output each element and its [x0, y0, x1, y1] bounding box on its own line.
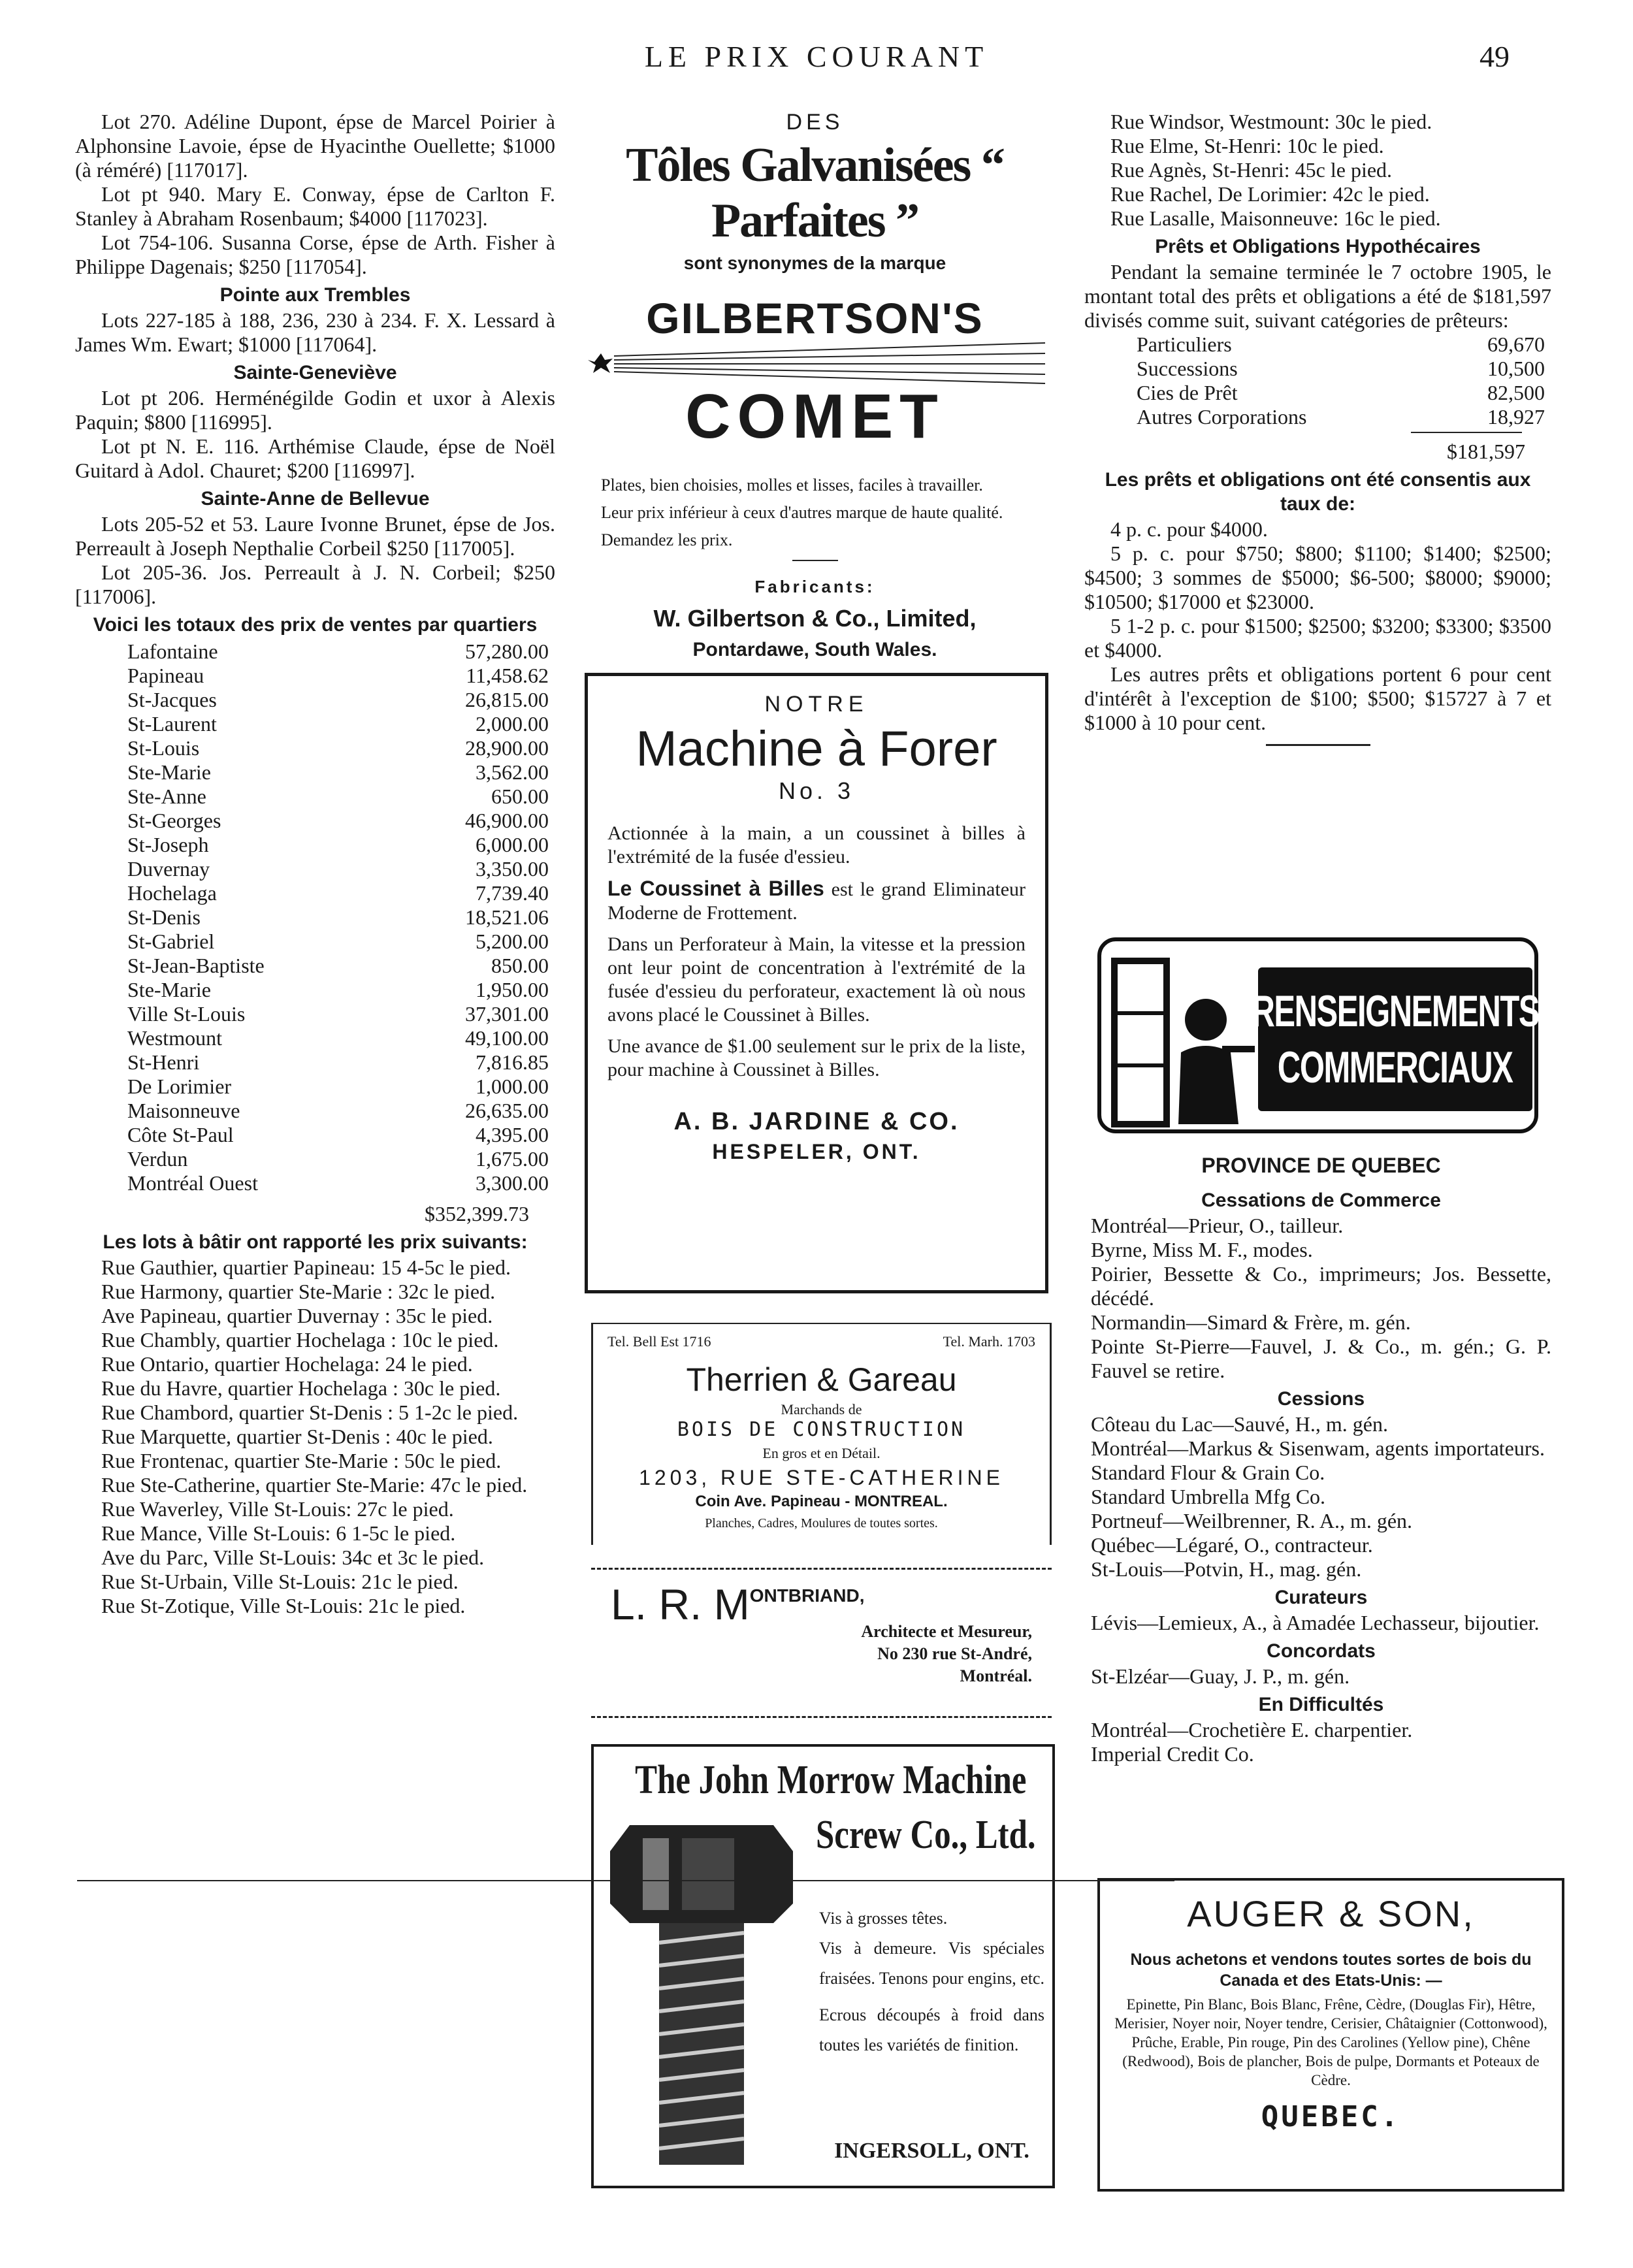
machine-company: A. B. JARDINE & CO.	[673, 1108, 960, 1135]
prets-heading: Prêts et Obligations Hypothécaires	[1155, 236, 1481, 257]
page-header-title: LE PRIX COURANT	[644, 40, 989, 73]
auger-city: QUEBEC.	[1261, 2100, 1401, 2133]
morrow-title-2: Screw Co., Ltd.	[816, 1813, 1036, 1857]
totals-row	[75, 809, 555, 833]
totals-row	[75, 978, 555, 1002]
lot-price-entry: Rue Waverley, Ville St-Louis: 27c le pied.	[101, 1497, 454, 1521]
totals-row-value: 4,395.00	[476, 1123, 549, 1146]
lot-price-entry: Rue St-Zotique, Ville St-Louis: 21c le pied.	[101, 1594, 466, 1617]
totals-row-name: Duvernay	[127, 857, 210, 881]
totals-row-name: Lafontaine	[127, 640, 218, 663]
cession-entry: Québec—Légaré, O., contracteur.	[1091, 1533, 1373, 1557]
lot-price-entry: Rue Marquette, quartier St-Denis : 40c le pied.	[101, 1425, 493, 1448]
comet-ad	[575, 110, 1055, 658]
totals-row-name: Papineau	[127, 664, 204, 687]
totals-row-name: Ste-Marie	[127, 978, 211, 1001]
morrow-text	[819, 1904, 1044, 2060]
machine-city: HESPELER, ONT.	[712, 1140, 921, 1163]
right-column-bottom	[1091, 1150, 1551, 1766]
comet-city: Pontardawe, South Wales.	[692, 639, 937, 660]
comet-brand: GILBERTSON'S	[646, 294, 984, 342]
morrow-line-1: Vis à grosses têtes.	[819, 1909, 948, 1928]
prets-row-value: 10,500	[1487, 357, 1545, 380]
taux-entry: 4 p. c. pour $4000.	[1110, 517, 1268, 541]
cessions-heading: Cessions	[1277, 1388, 1365, 1410]
totals-row-value: 5,200.00	[476, 930, 549, 953]
prets-row-value: 82,500	[1487, 381, 1545, 404]
totals-row-name: Maisonneuve	[127, 1099, 240, 1122]
montbriand-ad	[591, 1568, 1052, 1718]
totals-row	[75, 1026, 555, 1050]
therrien-tel-left: Tel. Bell Est 1716	[607, 1333, 711, 1350]
morrow-title-1: The John Morrow Machine	[635, 1758, 1027, 1802]
section-heading: Sainte-Anne de Bellevue	[201, 488, 430, 510]
cession-entry: Standard Umbrella Mfg Co.	[1091, 1485, 1326, 1508]
machine-text-2-rest: est le grand Eliminateur Moderne de Frottement.	[607, 879, 1026, 924]
totals-row-name: St-Joseph	[127, 833, 209, 856]
totals-row	[75, 881, 555, 905]
cession-entry: Montréal—Markus & Sisenwam, agents importateurs.	[1091, 1436, 1545, 1460]
totals-row-name: De Lorimier	[127, 1075, 232, 1098]
page-number: 49	[1479, 40, 1510, 73]
lot-price-entry: Rue Chambly, quartier Hochelaga : 10c le pied.	[101, 1328, 499, 1352]
montbriand-line-3: Montréal.	[960, 1666, 1032, 1685]
totals-row	[75, 640, 555, 664]
cession-entry: Portneuf—Weilbrenner, R. A., m. gén.	[1091, 1509, 1413, 1532]
divider	[1411, 432, 1522, 433]
cession-entry: St-Louis—Potvin, H., mag. gén.	[1091, 1557, 1362, 1581]
prets-row-name: Particuliers	[1137, 332, 1232, 356]
totals-row-name: Côte St-Paul	[127, 1123, 234, 1146]
lot-price-entry: Rue Chambord, quartier St-Denis : 5 1-2c le pied.	[101, 1401, 519, 1424]
curateur-entry: Lévis—Lemieux, A., à Amadée Lechasseur, bijoutier.	[1091, 1611, 1540, 1634]
lot-price-entry: Rue Frontenac, quartier Ste-Marie : 50c le pied.	[101, 1449, 502, 1472]
divider	[1266, 744, 1370, 746]
difficultes-heading: En Difficultés	[1258, 1694, 1384, 1715]
machine-text-2	[607, 877, 1026, 925]
totals-row	[75, 1050, 555, 1075]
totals-row-value: 6,000.00	[476, 833, 549, 856]
therrien-name: Therrien & Gareau	[686, 1361, 957, 1398]
totals-row-value: 26,815.00	[465, 688, 549, 711]
totals-row-name: St-Denis	[127, 905, 201, 929]
totals-row-value: 11,458.62	[466, 664, 549, 687]
prets-text: Pendant la semaine terminée le 7 octobre 1905, le montant total des prêts et obligations a été de $181,597 divisés comme suit, suivant catégories de prêteurs:	[1084, 260, 1551, 332]
lot-price-entry: Ave du Parc, Ville St-Louis: 34c et 3c le pied.	[101, 1546, 485, 1569]
lot-price-entry: Rue Ste-Catherine, quartier Ste-Marie: 47c le pied.	[101, 1473, 528, 1497]
therrien-trade: Marchands de	[781, 1401, 862, 1418]
lot-price-entry: Rue St-Urbain, Ville St-Louis: 21c le pied.	[101, 1570, 459, 1593]
totals-row	[75, 1123, 555, 1147]
street-price-entry: Rue Lasalle, Maisonneuve: 16c le pied.	[1110, 206, 1441, 230]
morrow-ad	[591, 1744, 1055, 2188]
therrien-detail: En gros et en Détail.	[762, 1445, 881, 1461]
totals-row	[75, 905, 555, 930]
prets-row	[1084, 357, 1551, 381]
comet-text-1: Plates, bien choisies, molles et lisses, faciles à travailler.	[601, 476, 983, 494]
montbriand-details	[611, 1621, 1032, 1687]
left-column	[75, 110, 555, 1618]
morrow-line-3: Ecrous découpés à froid dans toutes les variétés de finition.	[819, 2005, 1044, 2054]
totals-row-name: Ville St-Louis	[127, 1002, 246, 1026]
lot-entry: Lots 205-52 et 53. Laure Ivonne Brunet, épse de Jos. Perreault à Joseph Nepthalie Corbeil $250 [117005].	[75, 512, 555, 560]
cession-entry: Côteau du Lac—Sauvé, H., m. gén.	[1091, 1412, 1388, 1436]
prets-row-name: Cies de Prêt	[1137, 381, 1238, 404]
concordat-entry: St-Elzéar—Guay, J. P., m. gén.	[1091, 1664, 1350, 1688]
therrien-product: BOIS DE CONSTRUCTION	[677, 1418, 966, 1441]
totals-row-value: 7,816.85	[476, 1050, 549, 1074]
horizontal-rule	[77, 1880, 1174, 1881]
comet-text-3: Demandez les prix.	[601, 530, 733, 549]
machine-notre: NOTRE	[764, 692, 869, 717]
comet-product: COMET	[685, 381, 945, 451]
totals-row-name: Westmount	[127, 1026, 222, 1050]
totals-row-name: Hochelaga	[127, 881, 217, 905]
concordats-heading: Concordats	[1267, 1640, 1376, 1662]
lot-price-entry: Rue Harmony, quartier Ste-Marie : 32c le pied.	[101, 1280, 496, 1303]
totals-row-name: Ste-Marie	[127, 760, 211, 784]
prets-row	[1084, 405, 1551, 429]
auger-name: AUGER & SON,	[1187, 1893, 1475, 1934]
taux-entry: 5 1-2 p. c. pour $1500; $2500; $3200; $3300; $3500 et $4000.	[1084, 614, 1551, 662]
cession-entry: Standard Flour & Grain Co.	[1091, 1461, 1325, 1484]
montbriand-line-1: Architecte et Mesureur,	[861, 1622, 1032, 1641]
totals-row-value: 37,301.00	[465, 1002, 549, 1026]
totals-row-value: 650.00	[491, 785, 549, 808]
lot-price-entry: Rue du Havre, quartier Hochelaga : 30c le pied.	[101, 1376, 501, 1400]
totals-list	[75, 640, 555, 1195]
totals-row-value: 49,100.00	[465, 1026, 549, 1050]
cessation-entry: Montréal—Prieur, O., tailleur.	[1091, 1214, 1344, 1237]
totals-row	[75, 857, 555, 881]
totals-row-value: 7,739.40	[476, 881, 549, 905]
lot-price-entry: Rue Gauthier, quartier Papineau: 15 4-5c le pied.	[101, 1256, 511, 1279]
comet-des: DES	[786, 110, 844, 135]
renseignements-line-2: COMMERCIAUX	[1278, 1043, 1513, 1092]
auger-ad	[1097, 1878, 1564, 2192]
totals-row	[75, 1147, 555, 1171]
machine-text-3: Dans un Perforateur à Main, la vitesse et la pression ont leur point de concentration à l'extrémité de la fusée d'essieu du perforateur, exactement là où nous avons placé le Coussinet à Billes.	[607, 933, 1026, 1026]
totals-row	[75, 954, 555, 978]
montbriand-initials: L. R. M	[611, 1580, 750, 1628]
difficulte-entry: Montréal—Crochetière E. charpentier.	[1091, 1718, 1413, 1742]
comet-subtitle: sont synonymes de la marque	[683, 253, 946, 273]
cessations-heading: Cessations de Commerce	[1201, 1190, 1441, 1211]
street-price-entry: Rue Rachel, De Lorimier: 42c le pied.	[1110, 182, 1430, 206]
prets-row	[1084, 381, 1551, 405]
therrien-ad	[591, 1323, 1052, 1545]
street-price-entry: Rue Elme, St-Henri: 10c le pied.	[1110, 134, 1384, 157]
prets-sum: $181,597	[1447, 440, 1525, 463]
comet-text-2: Leur prix inférieur à ceux d'autres marque de haute qualité.	[601, 503, 1003, 522]
street-price-entry: Rue Agnès, St-Henri: 45c le pied.	[1110, 158, 1393, 182]
totals-row-value: 850.00	[491, 954, 549, 977]
prets-row-value: 18,927	[1487, 405, 1545, 429]
street-price-entry: Rue Windsor, Westmount: 30c le pied.	[1110, 110, 1432, 133]
therrien-address: 1203, RUE STE-CATHERINE	[639, 1466, 1004, 1489]
difficulte-entry: Imperial Credit Co.	[1091, 1742, 1254, 1766]
totals-row	[75, 833, 555, 857]
section-heading: Sainte-Geneviève	[233, 362, 397, 383]
prets-row	[1084, 332, 1551, 357]
montbriand-rest: ONTBRIAND,	[749, 1585, 865, 1606]
prets-row-value: 69,670	[1487, 332, 1545, 356]
totals-row-value: 18,521.06	[465, 905, 549, 929]
totals-row	[75, 1099, 555, 1123]
right-column-top	[1084, 110, 1551, 755]
renseignements-title	[1252, 967, 1539, 1111]
totals-row	[75, 1002, 555, 1026]
totals-row	[75, 688, 555, 712]
totals-row-value: 1,000.00	[476, 1075, 549, 1098]
cessation-entry: Byrne, Miss M. F., modes.	[1091, 1238, 1313, 1261]
machine-title: Machine à Forer	[636, 721, 997, 777]
curateurs-heading: Curateurs	[1274, 1587, 1368, 1608]
totals-row	[75, 664, 555, 688]
comet-fab-label: Fabricants:	[754, 577, 875, 596]
lot-entry: Lot pt 206. Herménégilde Godin et uxor à Alexis Paquin; $800 [116995].	[75, 386, 555, 434]
lot-entry: Lots 227-185 à 188, 236, 230 à 234. F. X. Lessard à James Wm. Ewart; $1000 [117064].	[75, 308, 555, 356]
totals-row-value: 3,300.00	[476, 1171, 549, 1195]
morrow-line-2: Vis à demeure. Vis spéciales fraisées. Tenons pour engins, etc.	[819, 1939, 1044, 1988]
comet-company: W. Gilbertson & Co., Limited,	[653, 605, 977, 632]
cessation-entry: Normandin—Simard & Frère, m. gén.	[1091, 1310, 1411, 1334]
machine-text-1: Actionnée à la main, a un coussinet à billes à l'extrémité de la fusée d'essieu.	[607, 822, 1026, 867]
totals-row	[75, 785, 555, 809]
totals-row	[75, 1171, 555, 1195]
totals-row-value: 28,900.00	[465, 736, 549, 760]
totals-row	[75, 930, 555, 954]
taux-entry: Les autres prêts et obligations portent 6 pour cent d'intérêt à l'exception de $100; $500; $15727 à 7 et $1000 à 10 pour cent.	[1084, 662, 1551, 734]
comet-title: Tôles Galvanisées “ Parfaites ”	[626, 138, 1004, 248]
totals-row-value: 2,000.00	[476, 712, 549, 736]
totals-row-value: 46,900.00	[465, 809, 549, 832]
prets-row-name: Autres Corporations	[1137, 405, 1307, 429]
cessation-entry: Pointe St-Pierre—Fauvel, J. & Co., m. gén.; G. P. Fauvel se retire.	[1091, 1335, 1551, 1382]
totals-sum: $352,399.73	[425, 1202, 529, 1225]
auger-wood-list: Epinette, Pin Blanc, Bois Blanc, Frêne, Cèdre, (Douglas Fir), Hêtre, Merisier, Noyer noir, Noyer tendre, Cerisier, Châtaignier (Cottonwood), Prûche, Erable, Pin rouge, Pin des Carolines (Yellow pine), Chêne (Redwood), Bois de plancher, Bois de pulpe, Dormants et Poteaux de Cèdre.	[1114, 1996, 1547, 2088]
therrien-tel-row	[607, 1333, 1035, 1350]
province-heading: PROVINCE DE QUEBEC	[1201, 1154, 1441, 1177]
montbriand-line-2: No 230 rue St-André,	[877, 1644, 1032, 1663]
totals-row-value: 26,635.00	[465, 1099, 549, 1122]
totals-row	[75, 1075, 555, 1099]
lot-entry: Lot 270. Adéline Dupont, épse de Marcel Poirier à Alphonsine Lavoie, épse de Hyacinthe Ouellette; $1000 (à réméré) [117017].	[75, 110, 555, 182]
therrien-tel-right: Tel. Marh. 1703	[943, 1333, 1035, 1350]
totals-row-value: 3,350.00	[476, 857, 549, 881]
totals-row-name: St-Louis	[127, 736, 200, 760]
lot-entry: Lot pt 940. Mary E. Conway, épse de Carlton F. Stanley à Abraham Rosenbaum; $4000 [117023].	[75, 182, 555, 230]
machine-text-2-bold: Le Coussinet à Billes	[607, 877, 824, 900]
totals-row-name: St-Gabriel	[127, 930, 215, 953]
totals-row-name: St-Henri	[127, 1050, 200, 1074]
machine-no: No. 3	[778, 777, 855, 804]
totals-row-name: Ste-Anne	[127, 785, 206, 808]
lots-list	[75, 1256, 555, 1618]
totals-row	[75, 760, 555, 785]
totals-row	[75, 712, 555, 736]
montbriand-title	[611, 1580, 1032, 1628]
auger-bold-line: Nous achetons et vendons toutes sortes de bois du Canada et des Etats-Unis: —	[1130, 1951, 1532, 1990]
totals-row-name: St-Laurent	[127, 712, 217, 736]
therrien-corner: Coin Ave. Papineau - MONTREAL.	[695, 1493, 948, 1510]
totals-row-value: 3,562.00	[476, 760, 549, 784]
prets-list	[1084, 332, 1551, 429]
totals-row-name: Montréal Ouest	[127, 1171, 258, 1195]
morrow-city: INGERSOLL, ONT.	[834, 2139, 1029, 2163]
section-heading: Pointe aux Trembles	[219, 284, 411, 306]
clerk-at-desk-icon	[1108, 948, 1258, 1131]
bolt-screw-icon	[604, 1812, 800, 2178]
totals-row-value: 1,950.00	[476, 978, 549, 1001]
totals-row-name: St-Jean-Baptiste	[127, 954, 265, 977]
lot-price-entry: Rue Mance, Ville St-Louis: 6 1-5c le pied.	[101, 1521, 456, 1545]
totals-row	[75, 736, 555, 760]
therrien-items: Planches, Cadres, Moulures de toutes sortes.	[705, 1516, 938, 1531]
totals-row-value: 57,280.00	[465, 640, 549, 663]
lots-heading: Les lots à bâtir ont rapporté les prix suivants:	[103, 1231, 528, 1253]
taux-heading: Les prêts et obligations ont été consentis aux taux de:	[1105, 469, 1531, 515]
divider	[792, 560, 838, 561]
machine-text-4: Une avance de $1.00 seulement sur le prix de la liste, pour machine à Coussinet à Billes.	[607, 1035, 1026, 1080]
totals-row-name: Verdun	[127, 1147, 188, 1171]
lot-price-entry: Rue Ontario, quartier Hochelaga: 24 le pied.	[101, 1352, 473, 1376]
lot-entry: Lot 205-36. Jos. Perreault à J. N. Corbeil; $250 [117006].	[75, 560, 555, 608]
cessation-entry: Poirier, Bessette & Co., imprimeurs; Jos. Bessette, décédé.	[1091, 1262, 1551, 1310]
renseignements-line-1: RENSEIGNEMENTS	[1252, 986, 1539, 1036]
lot-entry: Lot 754-106. Susanna Corse, épse de Arth. Fisher à Philippe Dagenais; $250 [117054].	[75, 231, 555, 278]
totals-row-name: St-Georges	[127, 809, 221, 832]
lot-price-entry: Ave Papineau, quartier Duvernay : 35c le pied.	[101, 1304, 493, 1327]
machine-ad	[585, 673, 1048, 1293]
totals-heading: Voici les totaux des prix de ventes par quartiers	[93, 614, 538, 636]
lot-entry: Lot pt N. E. 116. Arthémise Claude, épse de Noël Guitard à Adol. Chauret; $200 [116997].	[75, 434, 555, 482]
totals-row-value: 1,675.00	[476, 1147, 549, 1171]
renseignements-banner	[1097, 937, 1538, 1133]
comet-star-streak-icon	[575, 339, 1055, 385]
prets-row-name: Successions	[1137, 357, 1238, 380]
totals-row-name: St-Jacques	[127, 688, 217, 711]
taux-entry: 5 p. c. pour $750; $800; $1100; $1400; $2500; $4500; 3 sommes de $5000; $6-500; $8000; $9000; $10500; $17000 et $23000.	[1084, 542, 1551, 613]
